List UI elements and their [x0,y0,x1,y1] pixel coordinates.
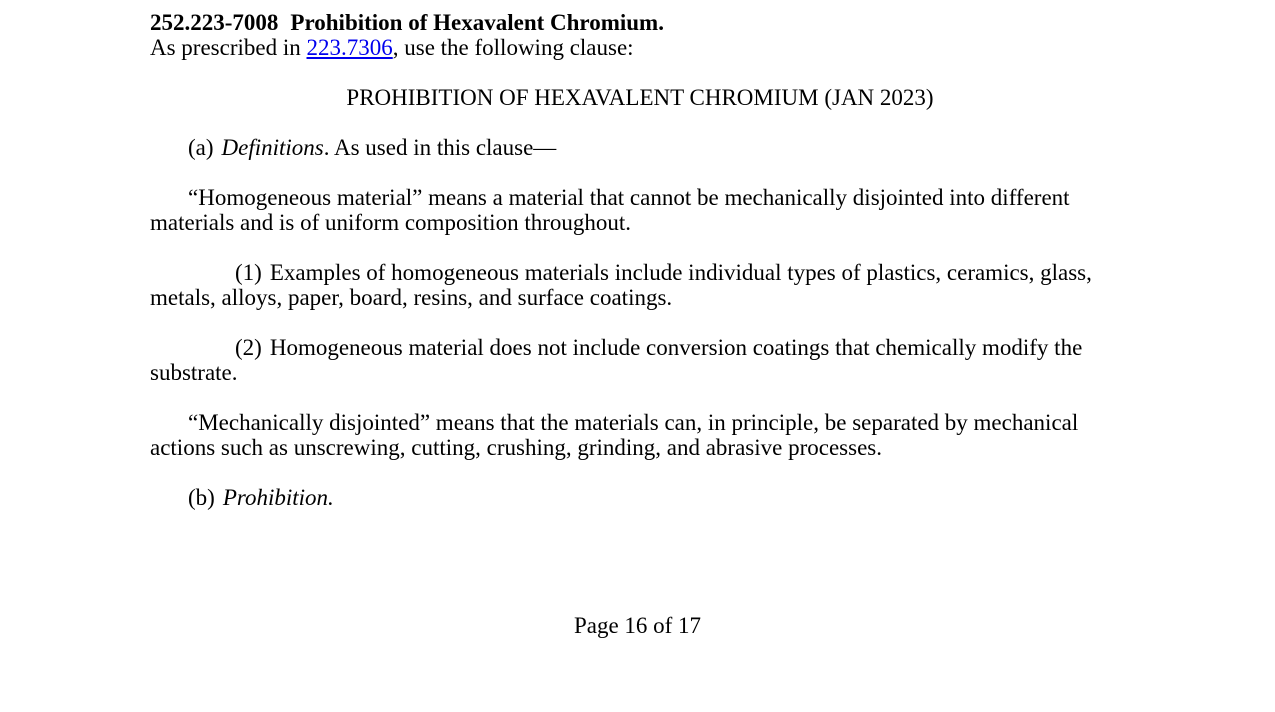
paragraph-a [150,135,1130,160]
paragraph-b [150,485,1130,510]
paragraph-b-term: Prohibition. [222,485,334,510]
list-item-1-text: Examples of homogeneous materials include individual types of plastics, ceramics, glass, metals, alloys, paper, board, resins, and surface coatings. [150,260,1092,310]
definition-homogeneous-material: “Homogeneous material” means a material that cannot be mechanically disjointed into different materials and is of uniform composition throughout. [150,185,1070,235]
paragraph-a-term: Definitions [221,135,324,160]
document-page [150,10,1130,510]
intro-after: , use the following clause: [392,35,634,60]
list-item-1-label: (1) [235,260,262,285]
section-heading [150,10,1130,35]
section-title: Prohibition of Hexavalent Chromium. [290,10,664,35]
list-item-1 [150,260,1130,310]
section-link[interactable]: 223.7306 [306,35,393,60]
section-number: 252.223-7008 [150,10,279,35]
list-item-2-text: Homogeneous material does not include conversion coatings that chemically modify the substrate. [150,335,1083,385]
page-footer: Page 16 of 17 [573,613,702,638]
intro-line [150,35,1130,60]
intro-before: As prescribed in [150,35,307,60]
paragraph-b-label: (b) [188,485,215,510]
list-item-2-label: (2) [235,335,262,360]
list-item-2 [150,335,1130,385]
paragraph-a-rest: . As used in this clause— [323,135,557,160]
clause-title: PROHIBITION OF HEXAVALENT CHROMIUM (JAN 2023) [346,85,934,110]
definition-mechanically-disjointed: “Mechanically disjointed” means that the materials can, in principle, be separated by mechanical actions such as unscrewing, cutting, crushing, grinding, and abrasive processes. [150,410,1079,460]
paragraph-a-label: (a) [188,135,214,160]
